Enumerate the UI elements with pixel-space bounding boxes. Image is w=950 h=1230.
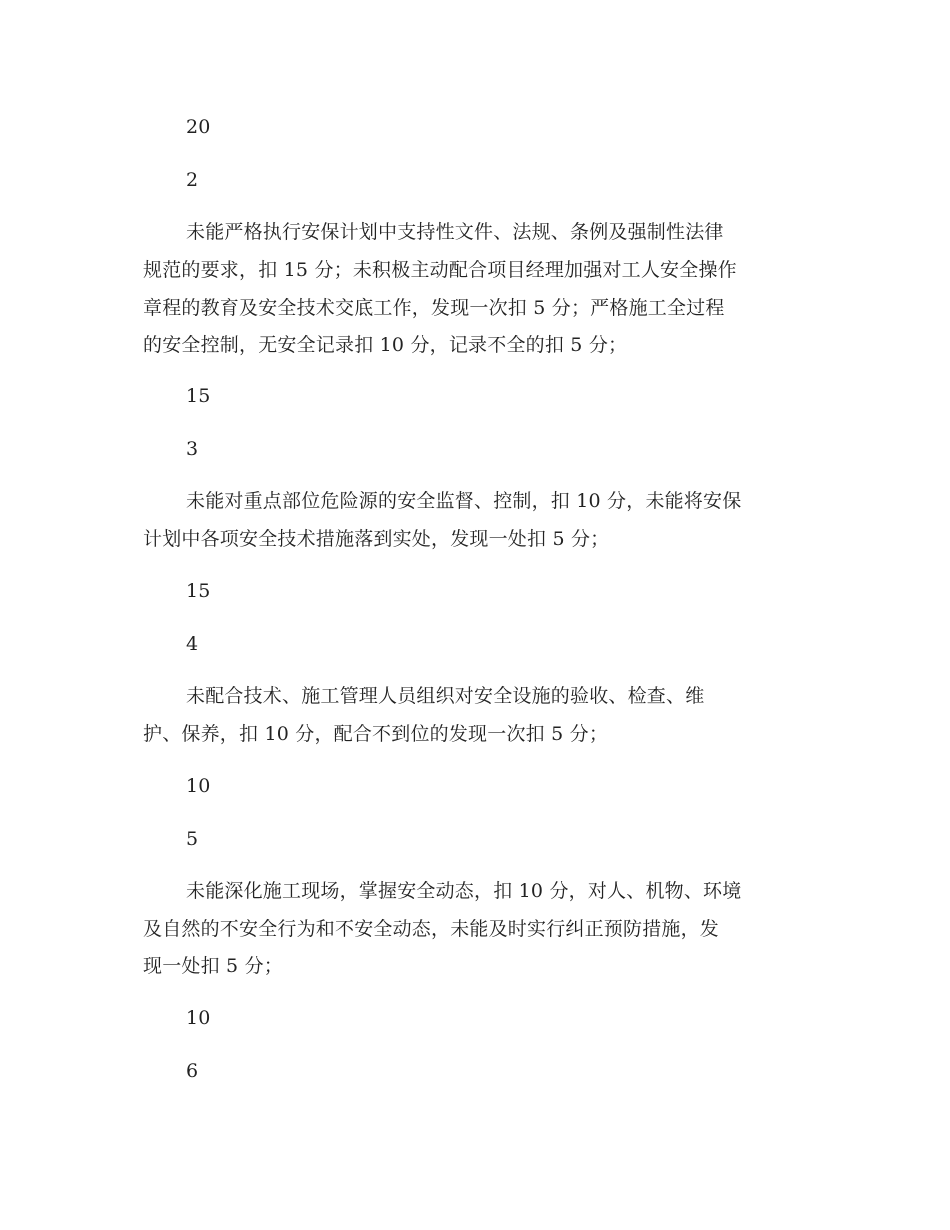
paragraph-line: 护、保养，扣 10 分，配合不到位的发现一次扣 5 分； [143, 723, 609, 745]
score-value: 20 [186, 116, 211, 138]
item-number: 6 [186, 1060, 199, 1082]
paragraph-line: 未能严格执行安保计划中支持性文件、法规、条例及强制性法律 [186, 221, 724, 243]
item-number: 2 [186, 169, 199, 191]
item-number: 5 [186, 828, 199, 850]
paragraph-line: 计划中各项安全技术措施落到实处，发现一处扣 5 分； [143, 528, 610, 550]
paragraph-line: 未能对重点部位危险源的安全监督、控制，扣 10 分，未能将安保 [186, 490, 742, 512]
paragraph-line: 现一处扣 5 分； [143, 955, 283, 977]
score-value: 15 [186, 385, 211, 407]
item-number: 3 [186, 438, 199, 460]
score-value: 15 [186, 580, 211, 602]
item-number: 4 [186, 633, 199, 655]
score-value: 10 [186, 775, 211, 797]
paragraph-line: 及自然的不安全行为和不安全动态，未能及时实行纠正预防措施，发 [143, 918, 720, 940]
paragraph-line: 未配合技术、施工管理人员组织对安全设施的验收、检查、维 [186, 685, 705, 707]
paragraph-line: 规范的要求，扣 15 分；未积极主动配合项目经理加强对工人安全操作 [143, 259, 737, 281]
paragraph-line: 未能深化施工现场，掌握安全动态，扣 10 分，对人、机物、环境 [186, 880, 742, 902]
score-value: 10 [186, 1007, 211, 1029]
paragraph-line: 章程的教育及安全技术交底工作，发现一次扣 5 分；严格施工全过程 [143, 297, 725, 319]
paragraph-line: 的安全控制，无安全记录扣 10 分，记录不全的扣 5 分； [143, 334, 628, 356]
